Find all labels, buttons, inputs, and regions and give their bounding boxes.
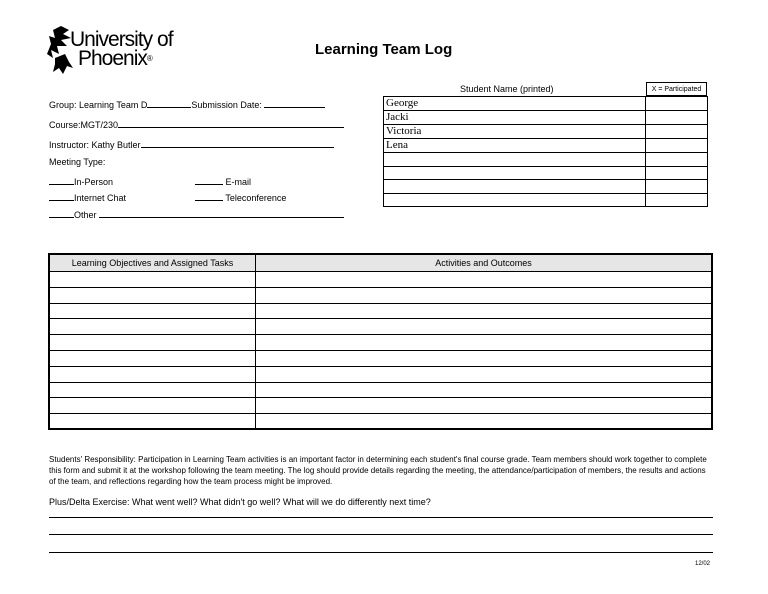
option-other: Other [49, 208, 344, 221]
activities-header: Activities and Outcomes [256, 254, 713, 272]
student-row [384, 180, 708, 194]
instructor-field: Instructor: Kathy Butler [49, 138, 334, 151]
participated-cell[interactable] [646, 97, 708, 111]
option-teleconference: Teleconference [195, 191, 286, 204]
logo-line1: University of [70, 28, 173, 51]
activity-cell[interactable] [256, 382, 713, 398]
objective-cell[interactable] [49, 287, 256, 303]
participated-cell[interactable] [646, 139, 708, 153]
table-row [49, 303, 712, 319]
student-name-cell[interactable]: Jacki [384, 111, 646, 125]
activity-cell[interactable] [256, 303, 713, 319]
activity-cell[interactable] [256, 366, 713, 382]
student-name-cell[interactable]: George [384, 97, 646, 111]
email-checkbox[interactable] [195, 175, 223, 185]
activity-cell[interactable] [256, 414, 713, 430]
responsibility-text: Students' Responsibility: Participation in Learning Team activities is an important factor in determining each student's final course grade. Team members should work together to complete this form and submit it at the workshop following the team meeting. The log should provide details regarding the meeting, the attendance/participation of members, the results and actions of the team, and reflections regarding how the team process might be improved. [49, 455, 707, 486]
objective-cell[interactable] [49, 335, 256, 351]
page-title: Learning Team Log [315, 41, 453, 58]
table-row [49, 335, 712, 351]
objective-cell[interactable] [49, 272, 256, 288]
student-name-cell[interactable]: Victoria [384, 125, 646, 139]
student-name-cell[interactable] [384, 193, 646, 207]
table-row [49, 287, 712, 303]
course-input[interactable] [118, 118, 344, 128]
objective-cell[interactable] [49, 319, 256, 335]
table-row [49, 319, 712, 335]
course-field: Course:MGT/230 [49, 118, 344, 131]
objective-cell[interactable] [49, 303, 256, 319]
participated-cell[interactable] [646, 193, 708, 207]
activity-cell[interactable] [256, 319, 713, 335]
table-row [49, 350, 712, 366]
student-row [384, 111, 708, 125]
student-row [384, 139, 708, 153]
option-email: E-mail [195, 175, 251, 188]
in-person-checkbox[interactable] [49, 175, 74, 185]
participated-cell[interactable] [646, 111, 708, 125]
teleconference-checkbox[interactable] [195, 191, 223, 201]
student-row [384, 153, 708, 167]
participated-cell[interactable] [646, 125, 708, 139]
other-input[interactable] [99, 208, 344, 218]
internet-chat-checkbox[interactable] [49, 191, 74, 201]
table-row [49, 366, 712, 382]
objective-cell[interactable] [49, 382, 256, 398]
activity-cell[interactable] [256, 272, 713, 288]
meeting-type-label: Meeting Type: [49, 157, 106, 167]
objective-cell[interactable] [49, 350, 256, 366]
answer-line[interactable] [49, 552, 713, 553]
objective-cell[interactable] [49, 366, 256, 382]
activity-cell[interactable] [256, 350, 713, 366]
student-name-cell[interactable] [384, 166, 646, 180]
student-name-header: Student Name (printed) [460, 84, 554, 94]
option-internet-chat: Internet Chat [49, 191, 126, 204]
submission-date-input[interactable] [264, 98, 325, 108]
group-field: Group: Learning Team D Submission Date: [49, 98, 325, 111]
logo-line2: Phoenix® [78, 47, 152, 70]
student-row [384, 166, 708, 180]
activity-cell[interactable] [256, 335, 713, 351]
objective-cell[interactable] [49, 414, 256, 430]
student-name-cell[interactable] [384, 153, 646, 167]
table-row [49, 382, 712, 398]
group-blank[interactable] [147, 98, 191, 108]
student-name-cell[interactable]: Lena [384, 139, 646, 153]
objectives-header: Learning Objectives and Assigned Tasks [49, 254, 256, 272]
participated-cell[interactable] [646, 180, 708, 194]
objective-cell[interactable] [49, 398, 256, 414]
participated-header: X = Participated [646, 82, 707, 96]
student-table [383, 96, 708, 207]
table-row [49, 398, 712, 414]
instructor-input[interactable] [141, 138, 334, 148]
table-row [49, 414, 712, 430]
other-checkbox[interactable] [49, 208, 74, 218]
student-row [384, 125, 708, 139]
table-row [49, 272, 712, 288]
activity-cell[interactable] [256, 287, 713, 303]
participated-cell[interactable] [646, 166, 708, 180]
objectives-table [48, 253, 713, 430]
activity-cell[interactable] [256, 398, 713, 414]
option-in-person: In-Person [49, 175, 113, 188]
student-row [384, 193, 708, 207]
student-name-cell[interactable] [384, 180, 646, 194]
form-code: 12/02 [695, 561, 711, 567]
participated-cell[interactable] [646, 153, 708, 167]
answer-line[interactable] [49, 517, 713, 518]
answer-line[interactable] [49, 534, 713, 535]
student-row [384, 97, 708, 111]
plus-delta-prompt: Plus/Delta Exercise: What went well? What didn't go well? What will we do differently next time? [49, 497, 431, 507]
